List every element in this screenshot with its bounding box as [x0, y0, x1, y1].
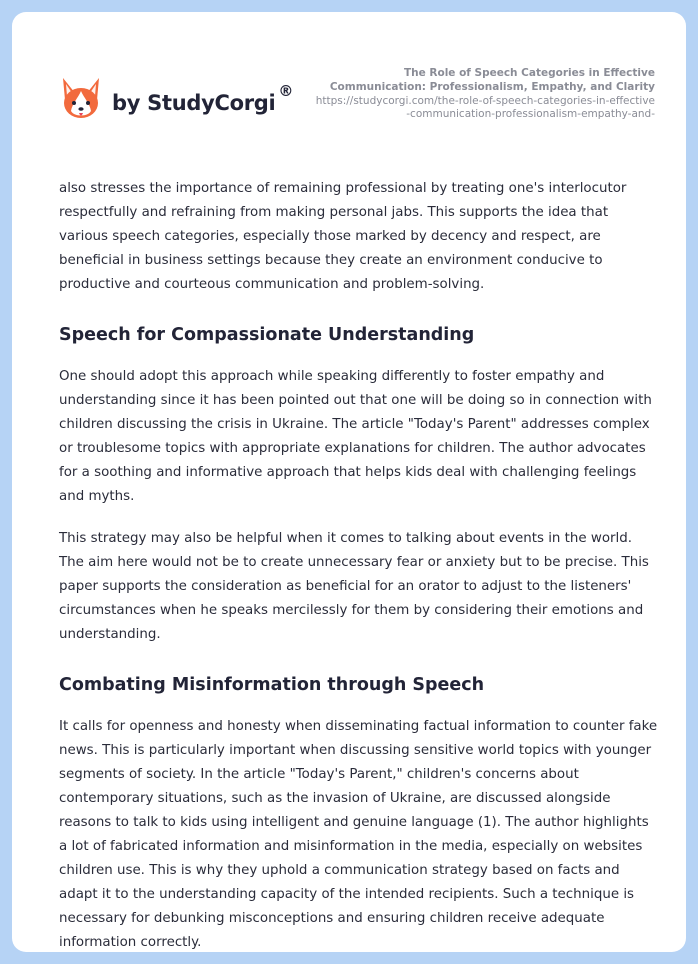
section2-paragraph1: It calls for openness and honesty when disseminating factual information to counter fake news. This is particularly important when discussing sensitive world topics with younger segments of society. In the article "Today's Parent," children's concerns about contemporary situations, such as the invasion of Ukraine, are discussed alongside reasons to talk to kids using intelligent and genuine language (1). The author highlights a lot of fabricated information and misinformation in the media, especially on websites children use. This is why they uphold a communication strategy based on facts and adapt it to the understanding capacity of the intended recipients. Such a technique is necessary for debunking misconceptions and ensuring children receive adequate information correctly. [59, 719, 658, 950]
section1-paragraph2: This strategy may also be helpful when it comes to talking about events in the world. The aim here would not be to create unnecessary fear or anxiety but to be precise. This paper supports the consideration as beneficial for an orator to adjust to the listeners' circumstances when he speaks mercilessly for them by considering their emotions and understanding. [59, 531, 649, 642]
page-header [12, 12, 686, 152]
section-heading-combating-misinformation: Combating Misinformation through Speech [59, 675, 485, 695]
brand-name [112, 81, 294, 115]
document-meta [315, 66, 655, 121]
document-body [59, 177, 659, 952]
intro-paragraph: also stresses the importance of remaining professional by treating one's interlocutor respectfully and refraining from making personal jabs. This supports the idea that various speech categories, especially those marked by decency and respect, are beneficial in business settings because they create an environment conducive to productive and courteous communication and problem-solving. [59, 181, 627, 292]
brand-name-text: by StudyCorgi [112, 90, 276, 115]
document-url[interactable]: https://studycorgi.com/the-role-of-speech-categories-in-effective-communication-professionalism-empathy-and- [315, 95, 655, 120]
corgi-logo-icon [60, 76, 102, 122]
section-heading-compassionate-understanding: Speech for Compassionate Understanding [59, 325, 475, 345]
document-page [12, 12, 686, 952]
registered-mark: ® [278, 81, 294, 100]
document-title: The Role of Speech Categories in Effective Communication: Professionalism, Empathy, and Clarity [329, 67, 655, 93]
studycorgi-logo[interactable] [60, 76, 293, 122]
section1-paragraph1: One should adopt this approach while speaking differently to foster empathy and understanding since it has been pointed out that one will be doing so in connection with children discussing the crisis in Ukraine. The article "Today's Parent" addresses complex or troublesome topics with appropriate explanations for children. The author advocates for a soothing and informative approach that helps kids deal with challenging feelings and myths. [59, 369, 652, 504]
